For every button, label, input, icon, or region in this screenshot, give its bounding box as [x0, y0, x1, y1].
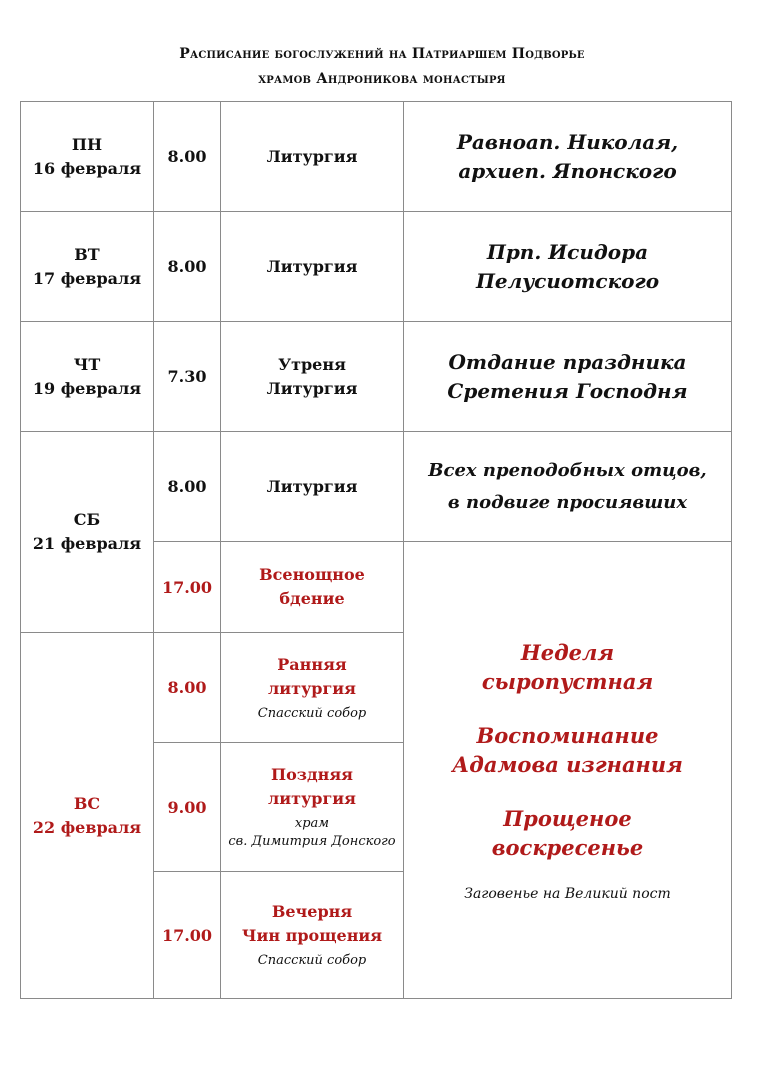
day-cell — [21, 322, 154, 432]
time-cell: 8.00 — [154, 633, 221, 743]
date: 17 февраля — [32, 268, 142, 288]
feast-line: сыропустная — [481, 669, 654, 694]
date: 22 февраля — [32, 817, 142, 837]
service-cell: Литургия — [221, 432, 404, 542]
feast-cell — [404, 102, 732, 212]
schedule-table — [20, 101, 732, 999]
day-cell — [21, 633, 154, 999]
service-cell — [221, 542, 404, 633]
schedule-subtitle: храмов Андроникова монастыря — [258, 71, 506, 87]
service-line: Утреня — [278, 354, 346, 374]
weekday: ВТ — [74, 244, 100, 264]
feast-line: воскресенье — [491, 835, 644, 860]
location: Спасский собор — [257, 705, 367, 721]
service-line: Ранняя — [277, 654, 347, 674]
weekday: СБ — [73, 510, 101, 529]
service-line: литургия — [268, 678, 356, 698]
date: 16 февраля — [32, 158, 142, 178]
weekday: ПН — [71, 134, 103, 154]
weekday: ВС — [73, 793, 101, 813]
service-line: литургия — [268, 789, 356, 808]
service-cell: Литургия — [221, 212, 404, 322]
time-cell: 8.00 — [154, 102, 221, 212]
table-row — [21, 432, 732, 542]
feast-line: Неделя — [520, 640, 615, 665]
feast-line: Равноап. Николая, — [456, 129, 679, 154]
table-row — [21, 212, 732, 322]
service-cell — [221, 872, 404, 999]
day-cell — [21, 102, 154, 212]
day-cell — [21, 432, 154, 633]
time-cell: 7.30 — [154, 322, 221, 432]
service-cell — [221, 633, 404, 743]
table-row — [21, 322, 732, 432]
service-cell — [221, 322, 404, 432]
fast-note: Заговенье на Великий пост — [464, 886, 671, 902]
feast-cell — [404, 432, 732, 542]
date: 21 февраля — [32, 534, 142, 553]
feast-line: Адамова изгнания — [452, 752, 683, 777]
schedule-title: Расписание богослужений на Патриаршем Подворье — [179, 46, 585, 62]
location: св. Димитрия Донского — [228, 834, 396, 849]
feast-line: Всех преподобных отцов, — [428, 459, 707, 481]
time-cell: 17.00 — [154, 542, 221, 633]
feast-line: Отдание праздника — [448, 349, 687, 374]
time-cell: 8.00 — [154, 432, 221, 542]
feast-line: архиеп. Японского — [458, 158, 677, 183]
table-row — [21, 102, 732, 212]
feast-cell — [404, 322, 732, 432]
feast-cell — [404, 212, 732, 322]
feast-line: Пелусиотского — [475, 268, 660, 293]
service-line: Вечерня — [271, 902, 353, 921]
time-cell: 9.00 — [154, 743, 221, 872]
service-line: Всенощное — [259, 565, 365, 584]
location: храм — [294, 816, 330, 831]
weekday: ЧТ — [73, 354, 101, 374]
day-cell — [21, 212, 154, 322]
service-line: Поздняя — [270, 765, 353, 784]
feast-line: Воспоминание — [476, 723, 659, 748]
feast-line: Сретения Господня — [447, 378, 688, 403]
time-cell: 8.00 — [154, 212, 221, 322]
sunday-feast-cell — [404, 542, 732, 999]
service-line: Чин прощения — [241, 926, 383, 945]
date: 19 февраля — [32, 378, 142, 398]
service-cell: Литургия — [221, 102, 404, 212]
service-line: бдение — [279, 589, 345, 608]
service-line: Литургия — [266, 378, 358, 398]
service-cell — [221, 743, 404, 872]
feast-line: в подвиге просиявших — [447, 491, 688, 513]
time-cell: 17.00 — [154, 872, 221, 999]
location: Спасский собор — [257, 953, 367, 968]
feast-line: Прп. Исидора — [486, 239, 649, 264]
feast-line: Прощеное — [503, 806, 632, 831]
